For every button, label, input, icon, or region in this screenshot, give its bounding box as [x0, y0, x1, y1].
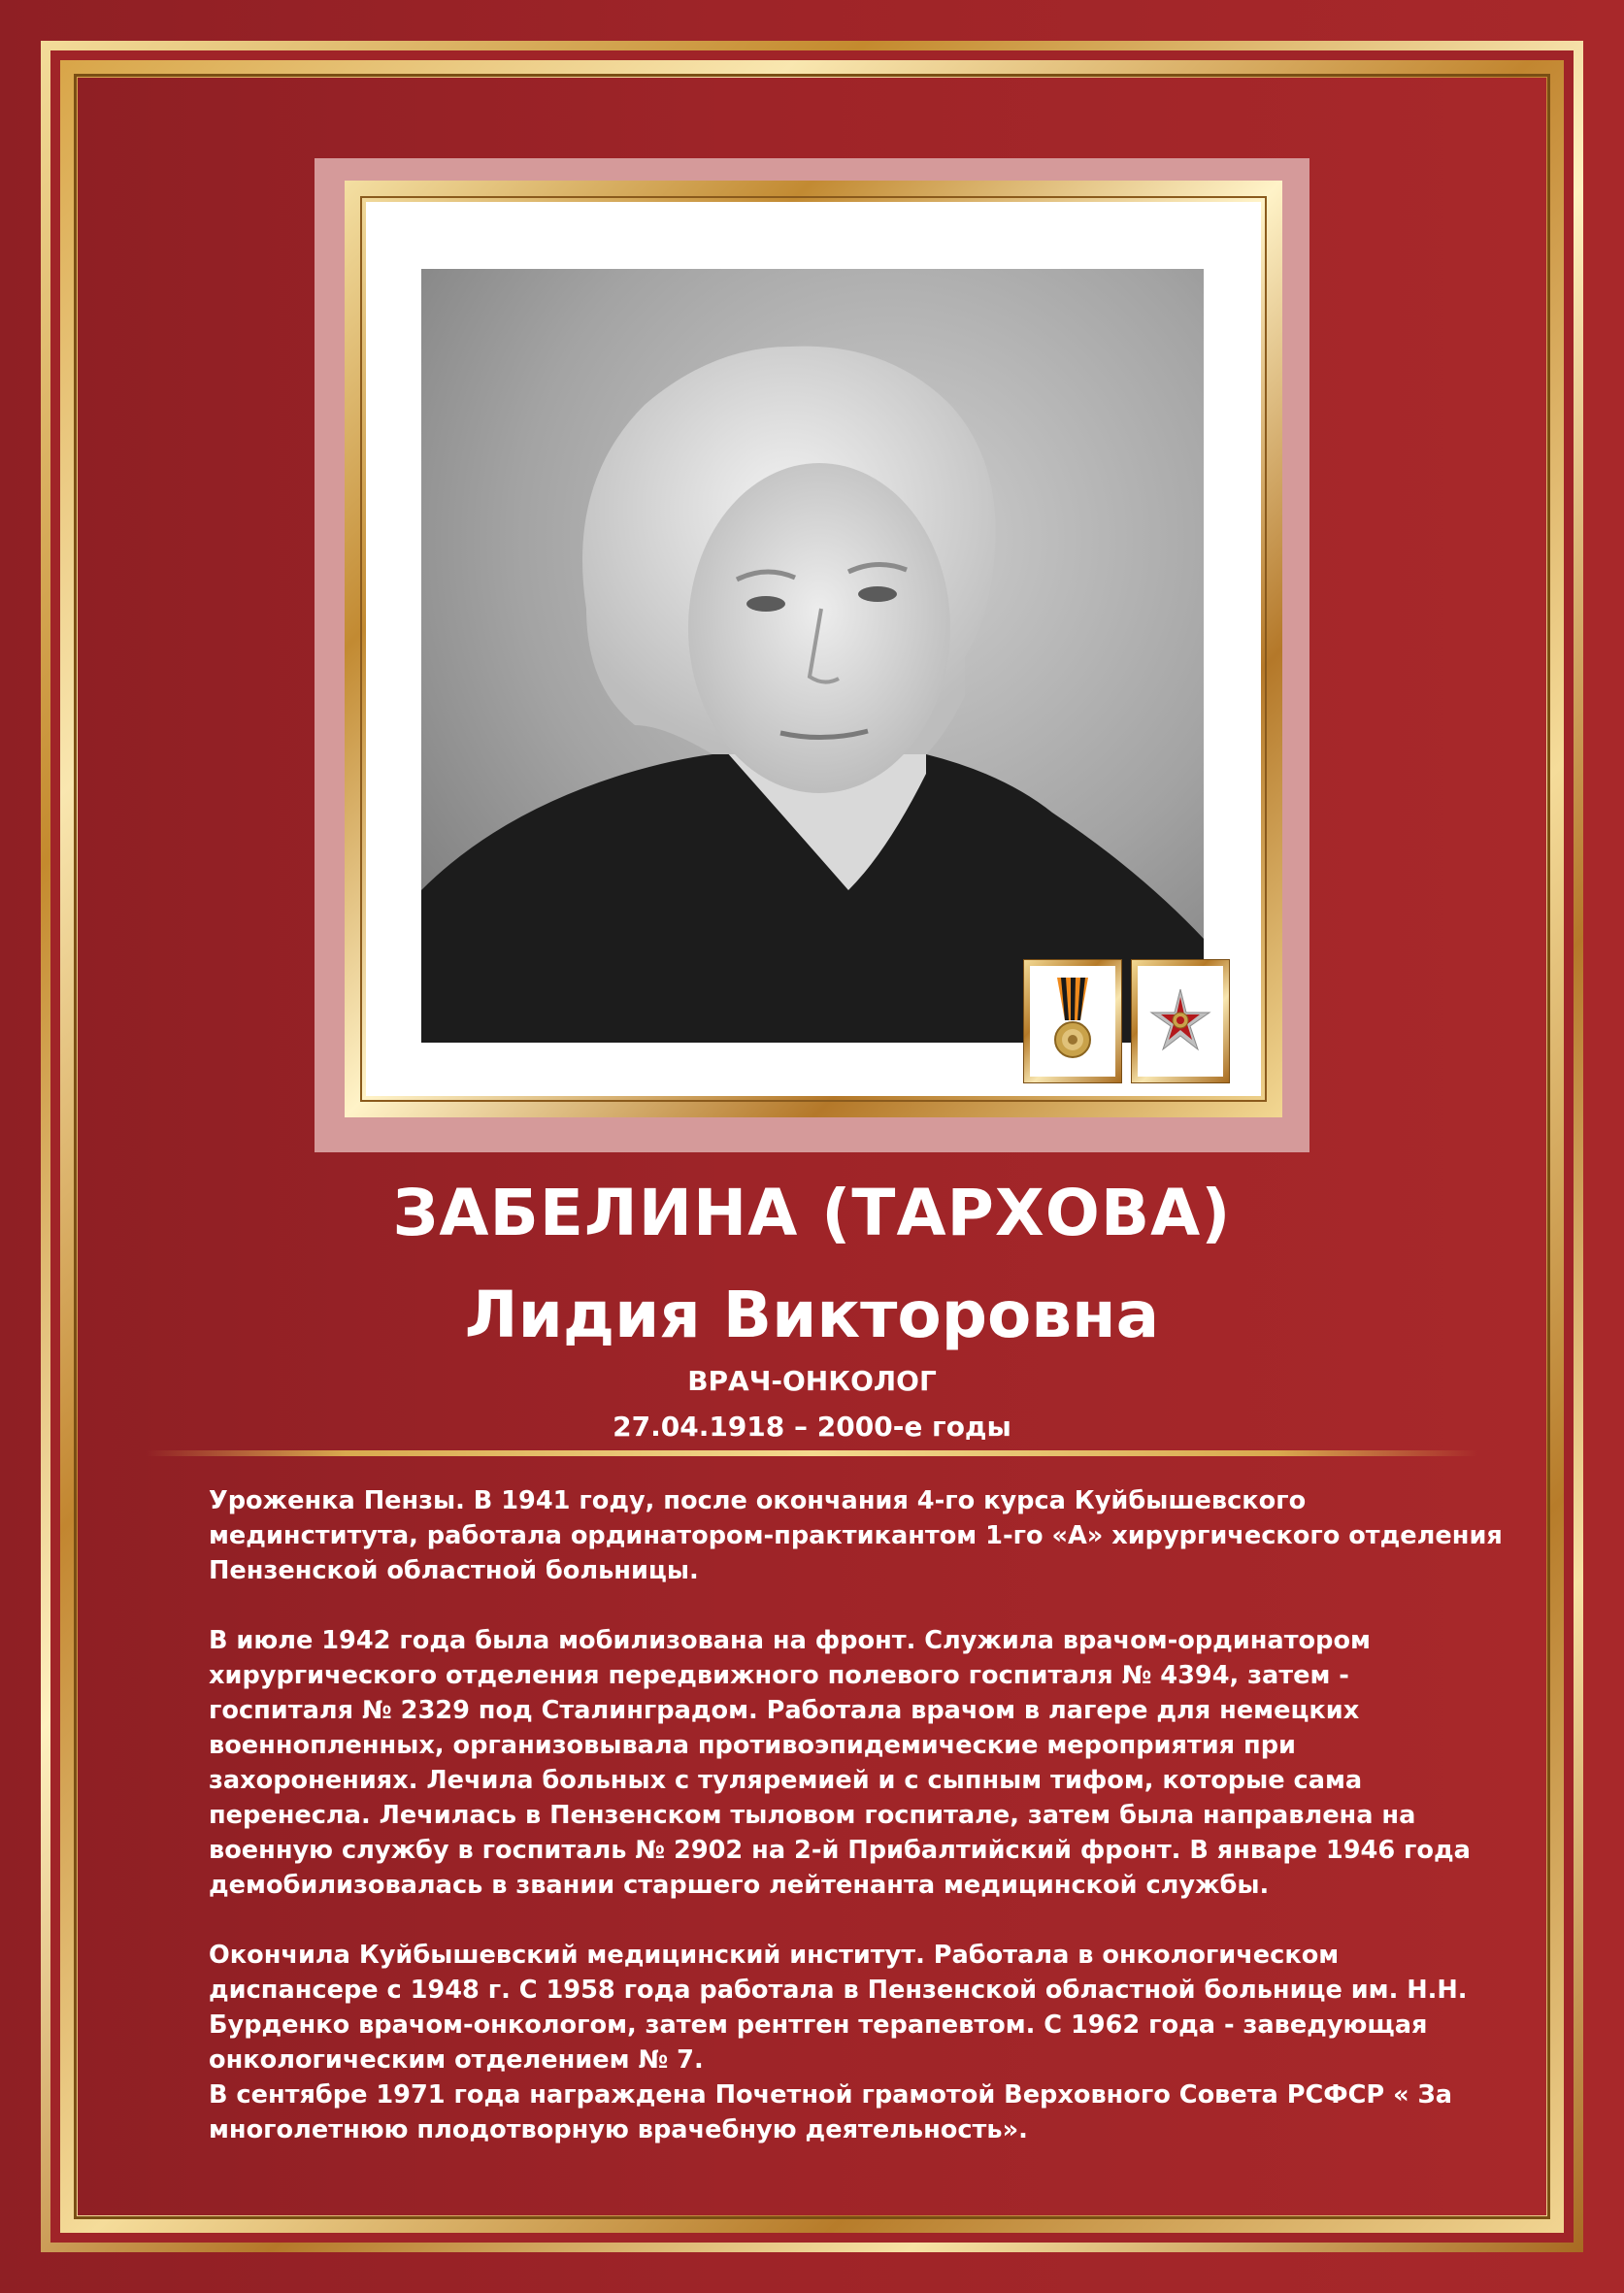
life-dates: 27.04.1918 – 2000-е годы — [613, 1411, 1011, 1443]
portrait-photo — [421, 269, 1204, 1043]
gold-divider — [146, 1450, 1478, 1456]
profession-label: ВРАЧ-ОНКОЛОГ — [687, 1365, 937, 1397]
given-name-heading: Лидия Викторовна — [464, 1278, 1160, 1352]
biography-paragraph: Уроженка Пензы. В 1941 году, после окончания 4-го курса Куйбышевского мединститута, работала ординатором-практикантом 1-го «А» хирургического отделения Пензенской областной больницы. — [209, 1486, 1503, 1585]
biography-paragraph: Окончила Куйбышевский медицинский институт. Работала в онкологическом диспансере с 1948 г. С 1958 года работала в Пензенской областной больнице им. Н.Н. Бурденко врачом-онкологом, затем рентген терапевтом. С 1962 года - заведующая онкологическим отделением № 7. В сентябре 1971 года награждена Почетной грамотой Верховного Совета РСФСР « За многолетнюю плодотворную врачебную деятельность». — [209, 1941, 1468, 2144]
medal-for-victory-icon — [1024, 960, 1121, 1082]
biography — [209, 1483, 1548, 2147]
biography-paragraph: В июле 1942 года была мобилизована на фронт. Служила врачом-ординатором хирургического отделения передвижного полевого госпиталя № 4394, затем - госпиталя № 2329 под Сталинградом. Работала врачом в лагере для немецких военнопленных, организовывала противоэпидемические мероприятия при захоронениях. Лечила больных с туляремией и с сыпным тифом, которые сама перенесла. Лечилась в Пензенском тыловом госпитале, затем была направлена на военную службу в госпиталь № 2902 на 2-й Прибалтийский фронт. В январе 1946 года демобилизовалась в звании старшего лейтенанта медицинской службы. — [209, 1626, 1471, 1900]
surname-heading: ЗАБЕЛИНА (ТАРХОВА) — [392, 1176, 1232, 1250]
order-of-patriotic-war-icon — [1132, 960, 1229, 1082]
